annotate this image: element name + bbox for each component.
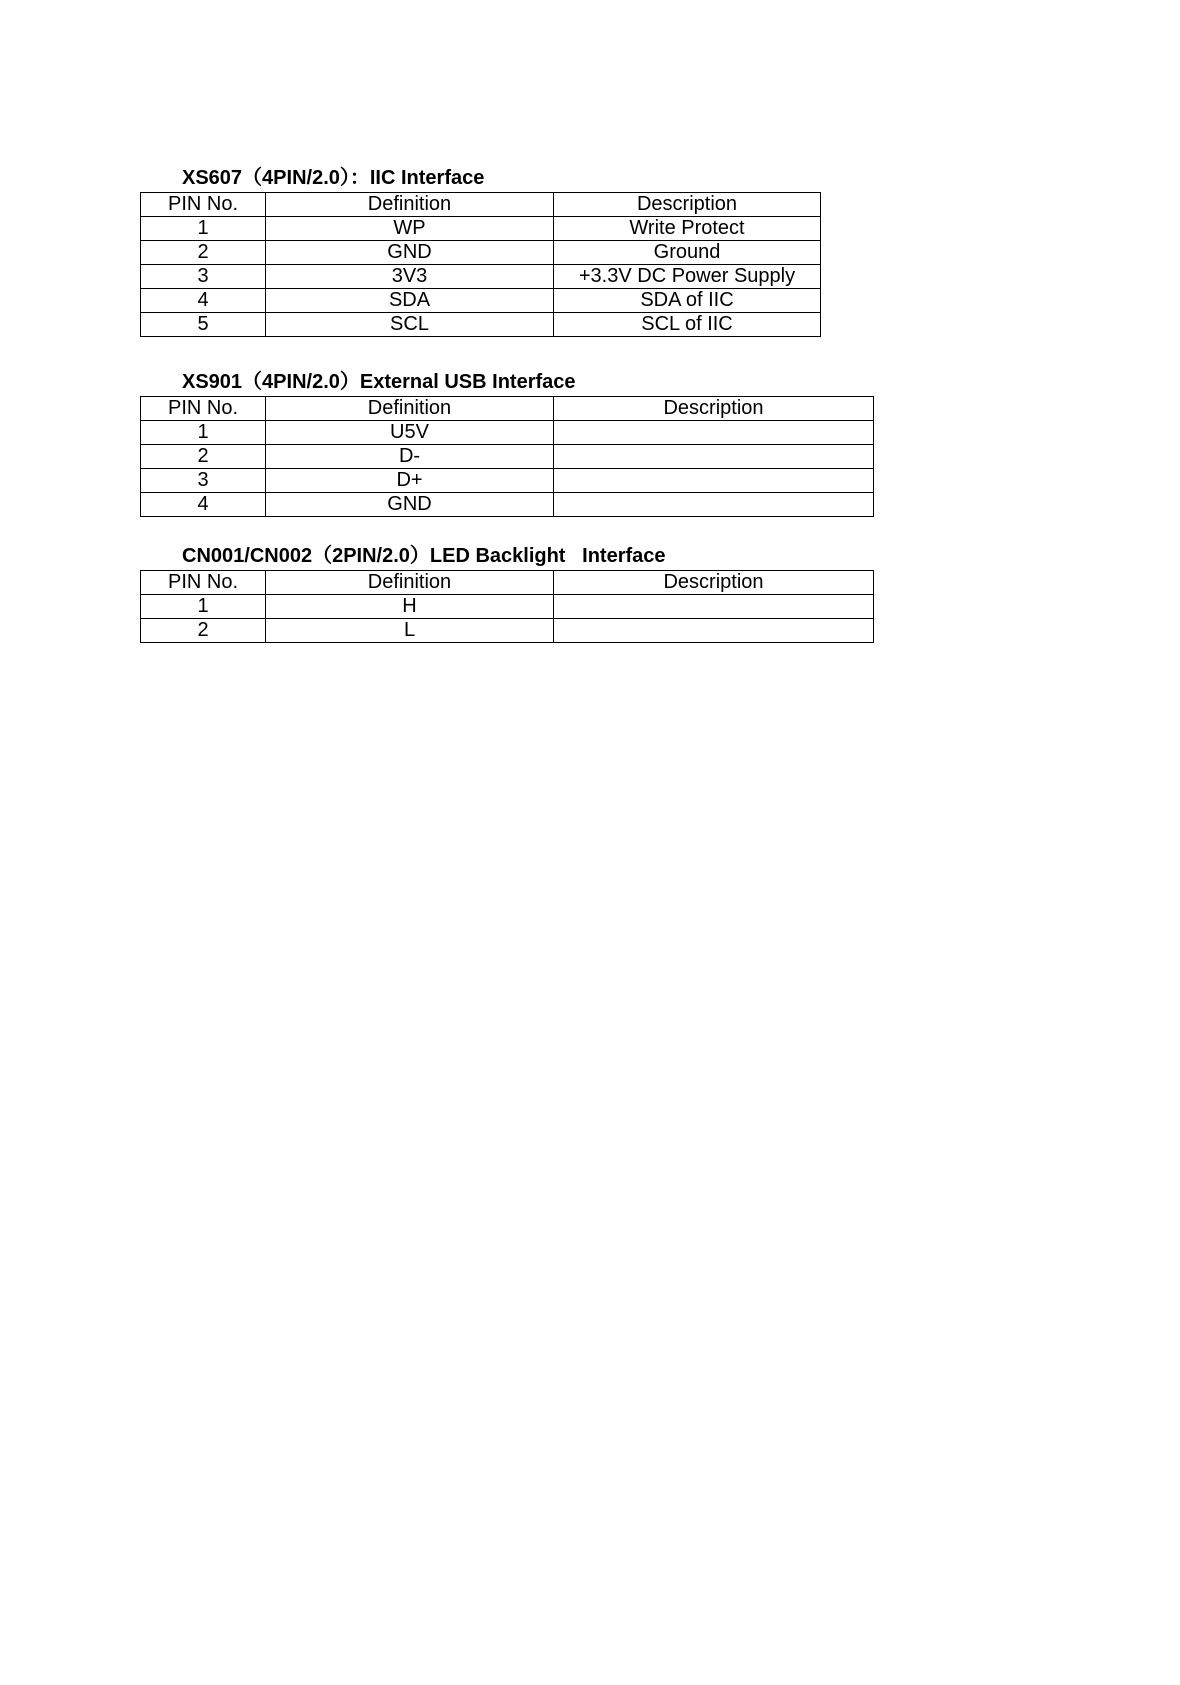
cell-pin-no: 5 <box>141 313 266 337</box>
header-definition: Definition <box>266 193 554 217</box>
table-row <box>141 313 821 337</box>
cell-description <box>554 619 874 643</box>
table-row <box>141 469 874 493</box>
cell-definition: D+ <box>266 469 554 493</box>
section-title: XS607（4PIN/2.0）：IIC Interface <box>182 167 485 189</box>
section-title: CN001/CN002（2PIN/2.0）LED Backlight Interface <box>182 545 666 567</box>
cell-pin-no: 1 <box>141 217 266 241</box>
header-definition: Definition <box>266 571 554 595</box>
cell-definition: U5V <box>266 421 554 445</box>
header-description: Description <box>554 193 821 217</box>
header-pin-no: PIN No. <box>141 397 266 421</box>
cell-description <box>554 421 874 445</box>
table-row <box>141 445 874 469</box>
table-header-row <box>141 571 874 595</box>
cell-pin-no: 4 <box>141 289 266 313</box>
cell-definition: H <box>266 595 554 619</box>
table-row <box>141 421 874 445</box>
cell-description <box>554 493 874 517</box>
cell-definition: WP <box>266 217 554 241</box>
cell-pin-no: 1 <box>141 421 266 445</box>
table-row <box>141 619 874 643</box>
cell-description: SCL of IIC <box>554 313 821 337</box>
cell-pin-no: 2 <box>141 619 266 643</box>
cell-description <box>554 469 874 493</box>
cell-definition: L <box>266 619 554 643</box>
table-row <box>141 241 821 265</box>
cell-description <box>554 595 874 619</box>
cell-pin-no: 2 <box>141 241 266 265</box>
cell-description: Ground <box>554 241 821 265</box>
section-xs901 <box>140 370 874 517</box>
table-row <box>141 217 821 241</box>
cell-definition: SDA <box>266 289 554 313</box>
cell-pin-no: 1 <box>141 595 266 619</box>
pin-table-xs607 <box>140 192 821 337</box>
header-description: Description <box>554 397 874 421</box>
section-cn001-cn002 <box>140 544 874 643</box>
cell-description: Write Protect <box>554 217 821 241</box>
table-row <box>141 265 821 289</box>
header-description: Description <box>554 571 874 595</box>
table-row <box>141 289 821 313</box>
cell-description: +3.3V DC Power Supply <box>554 265 821 289</box>
pin-table-xs901 <box>140 396 874 517</box>
table-row <box>141 595 874 619</box>
table-row <box>141 493 874 517</box>
cell-description <box>554 445 874 469</box>
cell-description: SDA of IIC <box>554 289 821 313</box>
cell-definition: 3V3 <box>266 265 554 289</box>
table-header-row <box>141 193 821 217</box>
header-pin-no: PIN No. <box>141 193 266 217</box>
header-definition: Definition <box>266 397 554 421</box>
table-header-row <box>141 397 874 421</box>
header-pin-no: PIN No. <box>141 571 266 595</box>
cell-definition: D- <box>266 445 554 469</box>
pin-table-cn001-cn002 <box>140 570 874 643</box>
cell-definition: GND <box>266 241 554 265</box>
cell-pin-no: 3 <box>141 469 266 493</box>
section-xs607 <box>140 166 821 337</box>
cell-definition: GND <box>266 493 554 517</box>
cell-pin-no: 3 <box>141 265 266 289</box>
cell-pin-no: 4 <box>141 493 266 517</box>
cell-pin-no: 2 <box>141 445 266 469</box>
cell-definition: SCL <box>266 313 554 337</box>
section-title: XS901（4PIN/2.0）External USB Interface <box>182 371 576 393</box>
